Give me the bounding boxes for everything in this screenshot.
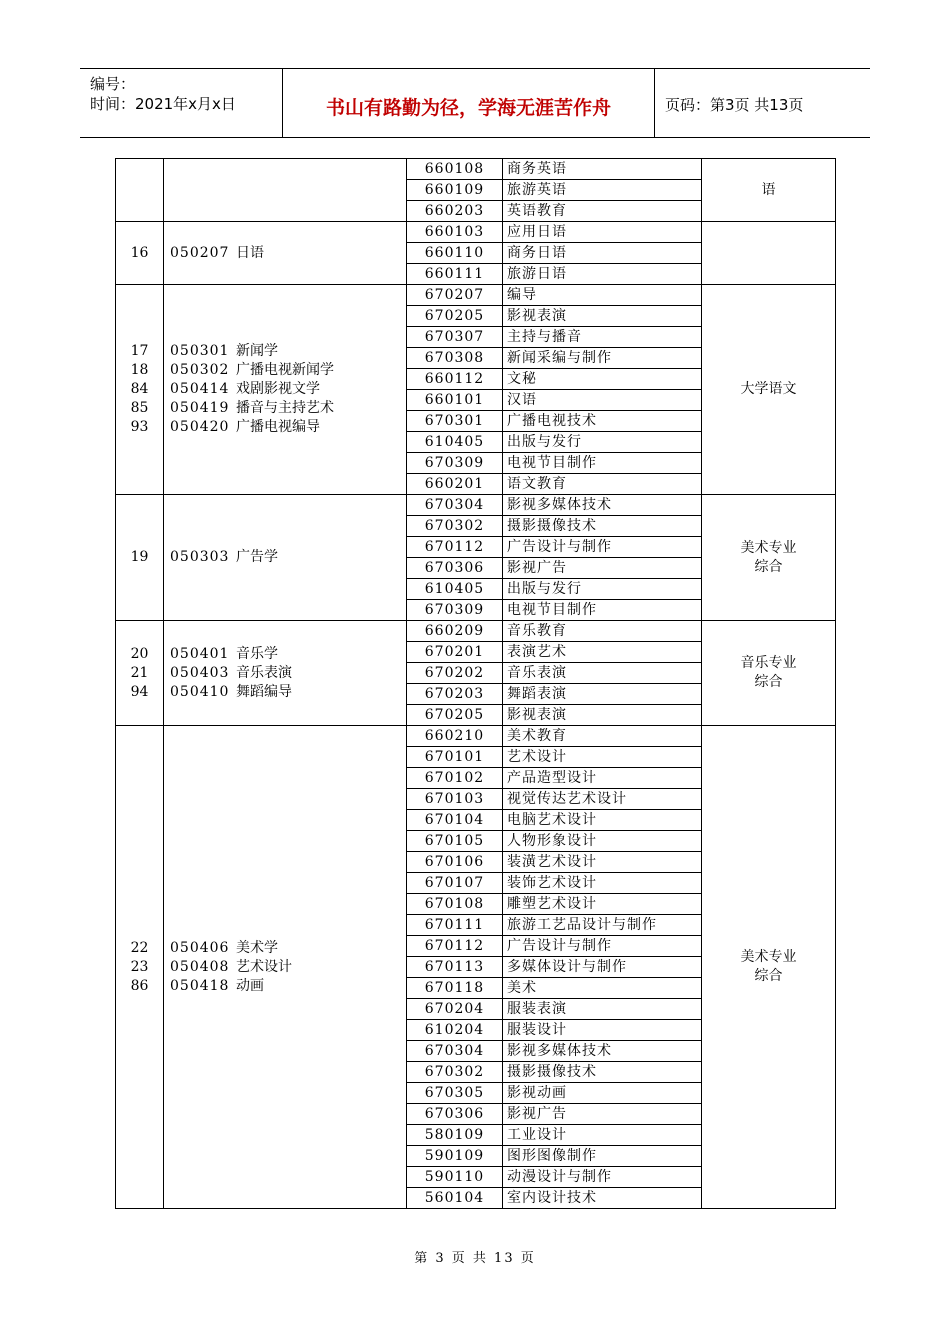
vocational-major-code: 660108 [407, 159, 503, 180]
undergrad-major [170, 939, 406, 958]
undergrad-major-name: 广告学 [236, 549, 278, 565]
vocational-major-code: 670301 [407, 411, 503, 432]
undergrad-major [170, 548, 406, 567]
undergrad-major-code: 050414 [170, 381, 230, 397]
vocational-major-code: 670112 [407, 537, 503, 558]
index-cell [116, 495, 164, 621]
undergrad-major [170, 342, 406, 361]
vocational-major-name: 多媒体设计与制作 [503, 957, 702, 978]
undergrad-major-cell [164, 222, 407, 285]
index-number: 85 [130, 400, 149, 416]
vocational-major-name: 广播电视技术 [503, 411, 702, 432]
vocational-major-name: 电视节目制作 [503, 600, 702, 621]
undergrad-major-code: 050303 [170, 549, 230, 565]
index-cell [116, 222, 164, 285]
vocational-major-name: 新闻采编与制作 [503, 348, 702, 369]
exam-subject-cell [702, 285, 836, 495]
undergrad-major-code: 050420 [170, 419, 230, 435]
vocational-major-name: 主持与播音 [503, 327, 702, 348]
undergrad-major-cell [164, 285, 407, 495]
vocational-major-name: 旅游日语 [503, 264, 702, 285]
vocational-major-code: 670308 [407, 348, 503, 369]
undergrad-major-name: 动画 [236, 977, 264, 994]
vocational-major-name: 影视广告 [503, 558, 702, 579]
exam-subject: 美术专业 [740, 949, 797, 965]
vocational-major-code: 660112 [407, 369, 503, 390]
page-header [80, 68, 870, 138]
vocational-major-name: 人物形象设计 [503, 831, 702, 852]
vocational-major-name: 广告设计与制作 [503, 936, 702, 957]
vocational-major-name: 影视广告 [503, 1104, 702, 1125]
vocational-major-name: 影视多媒体技术 [503, 495, 702, 516]
vocational-major-code: 670112 [407, 936, 503, 957]
vocational-major-name: 广告设计与制作 [503, 537, 702, 558]
vocational-major-code: 670309 [407, 453, 503, 474]
vocational-major-code: 670107 [407, 873, 503, 894]
undergrad-major-code: 050410 [170, 683, 230, 700]
vocational-major-code: 660209 [407, 621, 503, 642]
undergrad-major-code: 050418 [170, 977, 230, 994]
vocational-major-code: 670204 [407, 999, 503, 1020]
vocational-major-name: 产品造型设计 [503, 768, 702, 789]
vocational-major-name: 语文教育 [503, 474, 702, 495]
vocational-major-code: 610405 [407, 432, 503, 453]
vocational-major-name: 美术 [503, 978, 702, 999]
vocational-major-name: 摄影摄像技术 [503, 1062, 702, 1083]
undergrad-major-name: 广播电视新闻学 [236, 362, 334, 378]
vocational-major-code: 670302 [407, 516, 503, 537]
undergrad-major [170, 380, 406, 399]
undergrad-major-code: 050207 [170, 244, 230, 261]
exam-subject-cell [702, 495, 836, 621]
undergrad-major-code: 050419 [170, 400, 230, 416]
exam-subject: 美术专业 [740, 539, 797, 556]
vocational-major-code: 670306 [407, 558, 503, 579]
table-row [116, 159, 836, 180]
vocational-major-name: 服装设计 [503, 1020, 702, 1041]
vocational-major-name: 美术教育 [503, 726, 702, 747]
vocational-major-name: 编导 [503, 285, 702, 306]
exam-subject: 语 [761, 181, 776, 198]
index-number: 86 [130, 977, 149, 994]
undergrad-major-name: 音乐学 [236, 645, 278, 662]
undergrad-major-code: 050301 [170, 343, 230, 359]
vocational-major-code: 670306 [407, 1104, 503, 1125]
vocational-major-code: 670201 [407, 642, 503, 663]
exam-subject: 综合 [754, 558, 783, 575]
vocational-major-code: 670105 [407, 831, 503, 852]
vocational-major-code: 670207 [407, 285, 503, 306]
exam-subject-cell [702, 159, 836, 222]
page-footer: 第 3 页 共 13 页 [414, 1251, 536, 1266]
header-motto: 书山有路勤为径，学海无涯苦作舟 [325, 97, 611, 119]
undergrad-major-cell [164, 621, 407, 726]
vocational-major-name: 文秘 [503, 369, 702, 390]
index-cell [116, 285, 164, 495]
undergrad-major-cell [164, 159, 407, 222]
table-row [116, 222, 836, 243]
major-mapping-table [115, 158, 836, 1209]
vocational-major-code: 670203 [407, 684, 503, 705]
vocational-major-code: 670101 [407, 747, 503, 768]
vocational-major-name: 音乐教育 [503, 621, 702, 642]
exam-subject: 综合 [754, 968, 783, 984]
vocational-major-code: 670205 [407, 306, 503, 327]
vocational-major-name: 影视动画 [503, 1083, 702, 1104]
exam-subject-cell [702, 222, 836, 285]
undergrad-major-name: 戏剧影视文学 [236, 381, 320, 397]
table-row [116, 495, 836, 516]
index-number: 21 [130, 664, 149, 681]
undergrad-major-name: 美术学 [236, 939, 278, 956]
vocational-major-code: 670304 [407, 1041, 503, 1062]
vocational-major-name: 动漫设计与制作 [503, 1167, 702, 1188]
vocational-major-code: 670302 [407, 1062, 503, 1083]
vocational-major-name: 影视多媒体技术 [503, 1041, 702, 1062]
vocational-major-name: 舞蹈表演 [503, 684, 702, 705]
vocational-major-name: 商务日语 [503, 243, 702, 264]
vocational-major-code: 660103 [407, 222, 503, 243]
undergrad-major [170, 399, 406, 418]
undergrad-major-name: 舞蹈编导 [236, 683, 292, 700]
undergrad-major [170, 958, 406, 977]
vocational-major-code: 660203 [407, 201, 503, 222]
undergrad-major-name: 日语 [236, 244, 264, 261]
vocational-major-name: 应用日语 [503, 222, 702, 243]
index-number: 84 [130, 381, 149, 397]
vocational-major-name: 汉语 [503, 390, 702, 411]
undergrad-major [170, 977, 406, 996]
vocational-major-code: 670202 [407, 663, 503, 684]
vocational-major-name: 旅游工艺品设计与制作 [503, 915, 702, 936]
vocational-major-name: 电脑艺术设计 [503, 810, 702, 831]
undergrad-major-code: 050403 [170, 664, 230, 681]
vocational-major-code: 670118 [407, 978, 503, 999]
index-cell [116, 726, 164, 1209]
undergrad-major [170, 683, 406, 702]
vocational-major-name: 工业设计 [503, 1125, 702, 1146]
vocational-major-code: 560104 [407, 1188, 503, 1209]
vocational-major-name: 表演艺术 [503, 642, 702, 663]
vocational-major-code: 660110 [407, 243, 503, 264]
vocational-major-code: 590110 [407, 1167, 503, 1188]
vocational-major-name: 出版与发行 [503, 579, 702, 600]
table-row [116, 285, 836, 306]
vocational-major-code: 660210 [407, 726, 503, 747]
vocational-major-code: 610405 [407, 579, 503, 600]
vocational-major-code: 670108 [407, 894, 503, 915]
index-number: 23 [130, 958, 149, 975]
vocational-major-code: 670205 [407, 705, 503, 726]
header-page-cell [655, 69, 870, 137]
vocational-major-name: 图形图像制作 [503, 1146, 702, 1167]
vocational-major-name: 出版与发行 [503, 432, 702, 453]
vocational-major-code: 670304 [407, 495, 503, 516]
index-number: 93 [130, 419, 149, 435]
vocational-major-name: 影视表演 [503, 705, 702, 726]
header-meta-cell [80, 69, 283, 137]
vocational-major-code: 660111 [407, 264, 503, 285]
document-number-label: 编号： [90, 75, 136, 93]
undergrad-major [170, 244, 406, 263]
undergrad-major [170, 361, 406, 380]
vocational-major-code: 660101 [407, 390, 503, 411]
index-number: 22 [130, 939, 149, 956]
undergrad-major [170, 418, 406, 437]
undergrad-major [170, 664, 406, 683]
vocational-major-code: 660109 [407, 180, 503, 201]
vocational-major-code: 670104 [407, 810, 503, 831]
index-number: 17 [130, 343, 149, 359]
vocational-major-name: 服装表演 [503, 999, 702, 1020]
undergrad-major-name: 音乐表演 [236, 664, 292, 681]
undergrad-major-name: 新闻学 [236, 343, 278, 359]
header-motto-cell [283, 69, 655, 137]
vocational-major-code: 660201 [407, 474, 503, 495]
undergrad-major-name: 艺术设计 [236, 958, 292, 975]
vocational-major-name: 视觉传达艺术设计 [503, 789, 702, 810]
exam-subject: 综合 [754, 674, 783, 690]
vocational-major-code: 590109 [407, 1146, 503, 1167]
undergrad-major-code: 050302 [170, 362, 230, 378]
undergrad-major-code: 050401 [170, 645, 230, 662]
undergrad-major-code: 050408 [170, 958, 230, 975]
vocational-major-code: 670309 [407, 600, 503, 621]
vocational-major-code: 580109 [407, 1125, 503, 1146]
exam-subject-cell [702, 621, 836, 726]
vocational-major-code: 670113 [407, 957, 503, 978]
vocational-major-code: 610204 [407, 1020, 503, 1041]
vocational-major-name: 摄影摄像技术 [503, 516, 702, 537]
vocational-major-code: 670103 [407, 789, 503, 810]
vocational-major-name: 影视表演 [503, 306, 702, 327]
vocational-major-code: 670111 [407, 915, 503, 936]
vocational-major-name: 装饰艺术设计 [503, 873, 702, 894]
undergrad-major-name: 播音与主持艺术 [236, 400, 334, 416]
index-number: 20 [130, 645, 149, 662]
vocational-major-name: 英语教育 [503, 201, 702, 222]
index-number: 94 [130, 683, 149, 700]
vocational-major-code: 670102 [407, 768, 503, 789]
undergrad-major [170, 645, 406, 664]
vocational-major-name: 装潢艺术设计 [503, 852, 702, 873]
vocational-major-code: 670307 [407, 327, 503, 348]
undergrad-major-cell [164, 495, 407, 621]
vocational-major-code: 670305 [407, 1083, 503, 1104]
exam-subject: 大学语文 [740, 381, 797, 397]
exam-subject: 音乐专业 [740, 655, 797, 671]
table-row [116, 726, 836, 747]
table-row [116, 621, 836, 642]
index-number: 16 [130, 244, 149, 261]
undergrad-major-cell [164, 726, 407, 1209]
vocational-major-code: 670106 [407, 852, 503, 873]
index-number: 18 [130, 362, 149, 378]
vocational-major-name: 商务英语 [503, 159, 702, 180]
exam-subject-cell [702, 726, 836, 1209]
index-number: 19 [130, 549, 149, 565]
vocational-major-name: 电视节目制作 [503, 453, 702, 474]
vocational-major-name: 音乐表演 [503, 663, 702, 684]
vocational-major-name: 雕塑艺术设计 [503, 894, 702, 915]
vocational-major-name: 旅游英语 [503, 180, 702, 201]
header-page-number: 页码：第3页 共13页 [665, 96, 804, 114]
table-body [116, 159, 836, 1209]
vocational-major-name: 室内设计技术 [503, 1188, 702, 1209]
index-cell [116, 621, 164, 726]
undergrad-major-code: 050406 [170, 939, 230, 956]
document-time-label: 时间：2021年x月x日 [90, 95, 236, 113]
vocational-major-name: 艺术设计 [503, 747, 702, 768]
index-cell [116, 159, 164, 222]
undergrad-major-name: 广播电视编导 [236, 419, 320, 435]
